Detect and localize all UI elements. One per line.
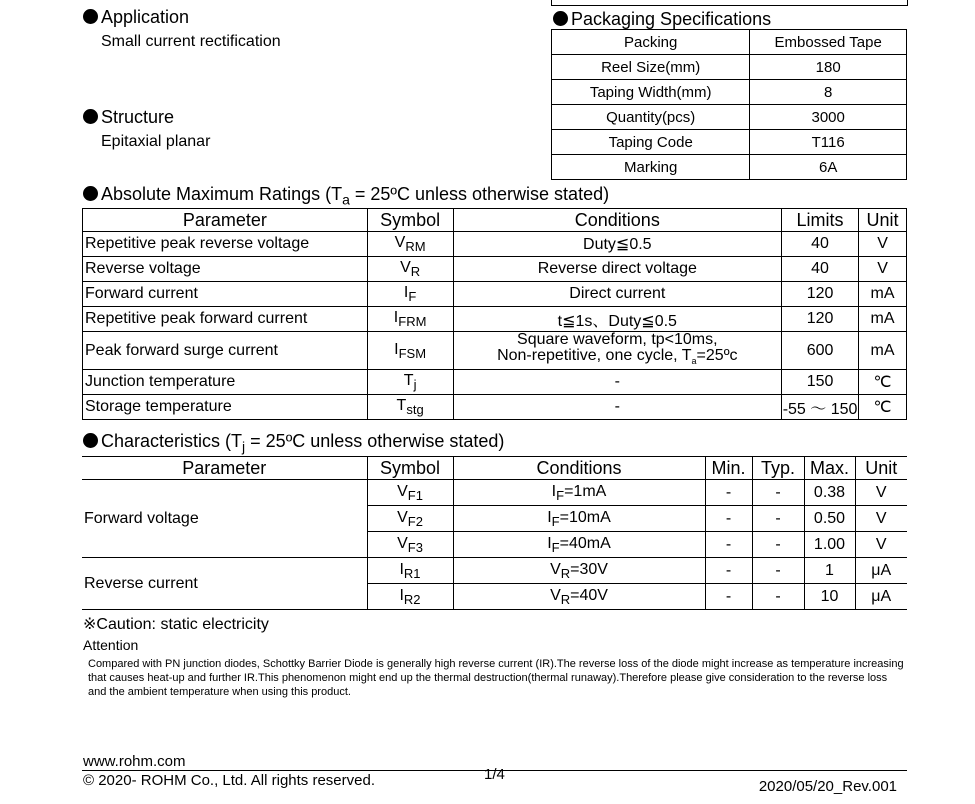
typ-cell: - — [752, 584, 804, 610]
top-box-edge — [551, 0, 908, 6]
symbol-subscript: R1 — [403, 565, 421, 581]
characteristics-table — [82, 456, 907, 610]
symbol-subscript: FRM — [398, 314, 427, 329]
min-cell: - — [705, 584, 752, 610]
unit-cell: μA — [855, 584, 907, 610]
caution-text: ※Caution: static electricity — [83, 616, 269, 633]
conditions-cell: Direct current — [453, 282, 782, 307]
parameter-cell: Junction temperature — [83, 370, 368, 395]
bullet-icon — [83, 109, 98, 124]
packaging-value: 6A — [750, 155, 907, 180]
col-symbol: Symbol — [367, 457, 453, 480]
conditions-text: =40V — [570, 586, 608, 604]
table-row — [83, 332, 907, 370]
parameter-cell: Peak forward surge current — [83, 332, 368, 370]
table-row — [83, 395, 907, 420]
symbol-cell — [367, 282, 453, 307]
footer-url[interactable]: www.rohm.com — [83, 753, 186, 770]
col-unit: Unit — [855, 457, 907, 480]
parameter-cell: Reverse current — [82, 558, 367, 610]
typ-cell: - — [752, 480, 804, 506]
unit-cell: ℃ — [859, 370, 907, 395]
unit-cell: V — [855, 480, 907, 506]
unit-cell: V — [859, 257, 907, 282]
col-unit: Unit — [859, 209, 907, 232]
application-heading: Application — [83, 7, 189, 27]
conditions-cell: - — [453, 370, 782, 395]
unit-cell: V — [855, 506, 907, 532]
abs-max-heading: Absolute Maximum Ratings ($T_a$ = 25ºC unless otherwise stated) — [83, 184, 609, 210]
packaging-heading: Packaging Specifications — [553, 9, 771, 29]
conditions-cell: Reverse direct voltage — [453, 257, 782, 282]
packaging-row — [552, 30, 907, 55]
symbol-cell — [367, 506, 453, 532]
conditions-text: Non-repetitive, one cycle, T — [497, 347, 692, 364]
conditions-cell — [453, 584, 705, 610]
conditions-text: I — [547, 534, 552, 552]
limit-cell: 120 — [782, 307, 859, 332]
symbol-cell — [367, 370, 453, 395]
symbol-subscript: j — [413, 377, 417, 393]
symbol-cell — [367, 480, 453, 506]
limit-cell: 600 — [782, 332, 859, 370]
conditions-text: I — [551, 482, 557, 500]
symbol-letter: T — [396, 397, 407, 415]
packaging-row — [552, 130, 907, 155]
packaging-value: T116 — [750, 130, 907, 155]
packaging-row — [552, 105, 907, 130]
col-max: Max. — [804, 457, 855, 480]
max-cell: 10 — [804, 584, 855, 610]
parameter-cell: Storage temperature — [83, 395, 368, 420]
symbol-cell — [367, 532, 453, 558]
attention-label: Attention — [83, 637, 139, 653]
symbol-letter: I — [403, 284, 409, 301]
bullet-icon — [83, 186, 98, 201]
symbol-letter: T — [403, 372, 414, 390]
min-cell: - — [705, 558, 752, 584]
unit-cell: mA — [859, 332, 907, 370]
conditions-text: V — [550, 586, 561, 604]
packaging-label: Quantity(pcs) — [552, 105, 750, 130]
min-cell: - — [705, 506, 752, 532]
table-row — [83, 282, 907, 307]
conditions-subscript: F — [556, 487, 565, 503]
packaging-label: Reel Size(mm) — [552, 55, 750, 80]
max-cell: 0.50 — [804, 506, 855, 532]
parameter-cell: Repetitive peak forward current — [83, 307, 368, 332]
max-cell: 1 — [804, 558, 855, 584]
symbol-letter: V — [397, 534, 408, 552]
conditions-subscript: F — [551, 513, 560, 529]
conditions-text: =25ºc — [696, 347, 738, 364]
symbol-subscript: F2 — [407, 513, 423, 529]
symbol-letter: V — [400, 259, 411, 276]
limit-cell: -55 ～ 150 — [782, 395, 859, 420]
packaging-value: 3000 — [750, 105, 907, 130]
symbol-subscript: R — [410, 264, 421, 279]
symbol-subscript: R2 — [403, 591, 421, 607]
limit-cell: 150 — [782, 370, 859, 395]
symbol-cell — [367, 307, 453, 332]
symbol-cell — [367, 257, 453, 282]
parameter-cell: Reverse voltage — [83, 257, 368, 282]
symbol-letter: V — [397, 482, 408, 500]
page-number: 1/4 — [484, 766, 505, 783]
footer-copyright: © 2020- ROHM Co., Ltd. All rights reserved. — [83, 772, 375, 789]
symbol-subscript: stg — [406, 402, 424, 418]
symbol-cell — [367, 332, 453, 370]
bullet-icon — [83, 433, 98, 448]
conditions-text: =10mA — [559, 508, 611, 526]
conditions-subscript: a — [691, 356, 697, 367]
conditions-text: I — [547, 508, 552, 526]
symbol-letter: V — [397, 508, 408, 526]
symbol-letter: I — [393, 309, 399, 326]
conditions-subscript: R — [560, 565, 571, 581]
unit-cell: mA — [859, 282, 907, 307]
packaging-value: 180 — [750, 55, 907, 80]
packaging-table — [551, 29, 907, 180]
conditions-cell — [453, 532, 705, 558]
conditions-cell: - — [453, 395, 782, 420]
packaging-label: Marking — [552, 155, 750, 180]
table-row — [82, 558, 907, 584]
packaging-label: Taping Width(mm) — [552, 80, 750, 105]
col-parameter: Parameter — [83, 209, 368, 232]
min-cell: - — [705, 532, 752, 558]
parameter-cell: Forward current — [83, 282, 368, 307]
limit-cell: 40 — [782, 257, 859, 282]
max-cell: 1.00 — [804, 532, 855, 558]
table-row — [82, 480, 907, 506]
symbol-subscript: F3 — [407, 539, 423, 555]
limit-cell: 40 — [782, 232, 859, 257]
parameter-cell: Forward voltage — [82, 480, 367, 558]
symbol-letter: I — [399, 560, 404, 578]
conditions-subscript: F — [551, 539, 560, 555]
bullet-icon — [553, 11, 568, 26]
typ-cell: - — [752, 506, 804, 532]
unit-cell: V — [855, 532, 907, 558]
packaging-row — [552, 55, 907, 80]
conditions-text: =30V — [570, 560, 608, 578]
structure-heading: Structure — [83, 107, 174, 127]
symbol-subscript: RM — [405, 239, 426, 254]
conditions-cell: t≦1s、Duty≦0.5 — [453, 307, 782, 332]
packaging-value: 8 — [750, 80, 907, 105]
characteristics-heading: Characteristics ($T_j$ = 25ºC unless otherwise stated) — [83, 431, 504, 457]
packaging-label: Taping Code — [552, 130, 750, 155]
conditions-cell — [453, 332, 782, 370]
table-row — [83, 257, 907, 282]
symbol-letter: I — [399, 586, 404, 604]
bullet-icon — [83, 9, 98, 24]
structure-text: Epitaxial planar — [101, 133, 211, 150]
symbol-subscript: FSM — [398, 345, 427, 361]
typ-cell: - — [752, 532, 804, 558]
unit-cell: μA — [855, 558, 907, 584]
unit-cell: ℃ — [859, 395, 907, 420]
unit-cell: V — [859, 232, 907, 257]
parameter-cell: Repetitive peak reverse voltage — [83, 232, 368, 257]
conditions-subscript: R — [560, 591, 571, 607]
packaging-value: Embossed Tape — [750, 30, 907, 55]
col-conditions: Conditions — [453, 209, 782, 232]
symbol-cell — [367, 584, 453, 610]
conditions-cell — [453, 506, 705, 532]
limit-cell: 120 — [782, 282, 859, 307]
conditions-text: =40mA — [559, 534, 611, 552]
conditions-text: V — [550, 560, 561, 578]
packaging-row — [552, 155, 907, 180]
symbol-subscript: F — [408, 289, 417, 304]
symbol-letter: V — [394, 234, 406, 251]
unit-cell: mA — [859, 307, 907, 332]
conditions-cell — [453, 480, 705, 506]
packaging-row — [552, 80, 907, 105]
packaging-label: Packing — [552, 30, 750, 55]
symbol-cell — [367, 232, 453, 257]
conditions-text: =1mA — [564, 482, 607, 500]
revision-date: 2020/05/20_Rev.001 — [758, 778, 897, 795]
conditions-cell — [453, 558, 705, 584]
symbol-subscript: F1 — [407, 487, 423, 503]
col-typ: Typ. — [752, 457, 804, 480]
symbol-cell — [367, 395, 453, 420]
application-text: Small current rectification — [101, 33, 281, 50]
max-cell: 0.38 — [804, 480, 855, 506]
table-row — [83, 232, 907, 257]
conditions-line — [454, 348, 782, 369]
conditions-line: Square waveform, tp<10ms, — [517, 331, 718, 348]
conditions-cell: Duty≦0.5 — [453, 232, 782, 257]
col-min: Min. — [705, 457, 752, 480]
symbol-letter: I — [394, 340, 399, 358]
attention-note: Compared with PN junction diodes, Schottky Barrier Diode is generally high reverse current (IR).The reverse loss of the diode might increase as temperature increasing that causes heat-up and further IR.This phenomenon might end up the thermal destruction(thermal runaway).Therefore please give consideration to the reverse loss and the ambient temperature when using this product. — [88, 658, 904, 698]
typ-cell: - — [752, 558, 804, 584]
col-symbol: Symbol — [367, 209, 453, 232]
symbol-cell — [367, 558, 453, 584]
col-parameter: Parameter — [82, 457, 367, 480]
min-cell: - — [705, 480, 752, 506]
abs-max-table — [82, 208, 907, 420]
table-row — [83, 370, 907, 395]
col-limits: Limits — [782, 209, 859, 232]
col-conditions: Conditions — [453, 457, 705, 480]
table-row — [83, 307, 907, 332]
